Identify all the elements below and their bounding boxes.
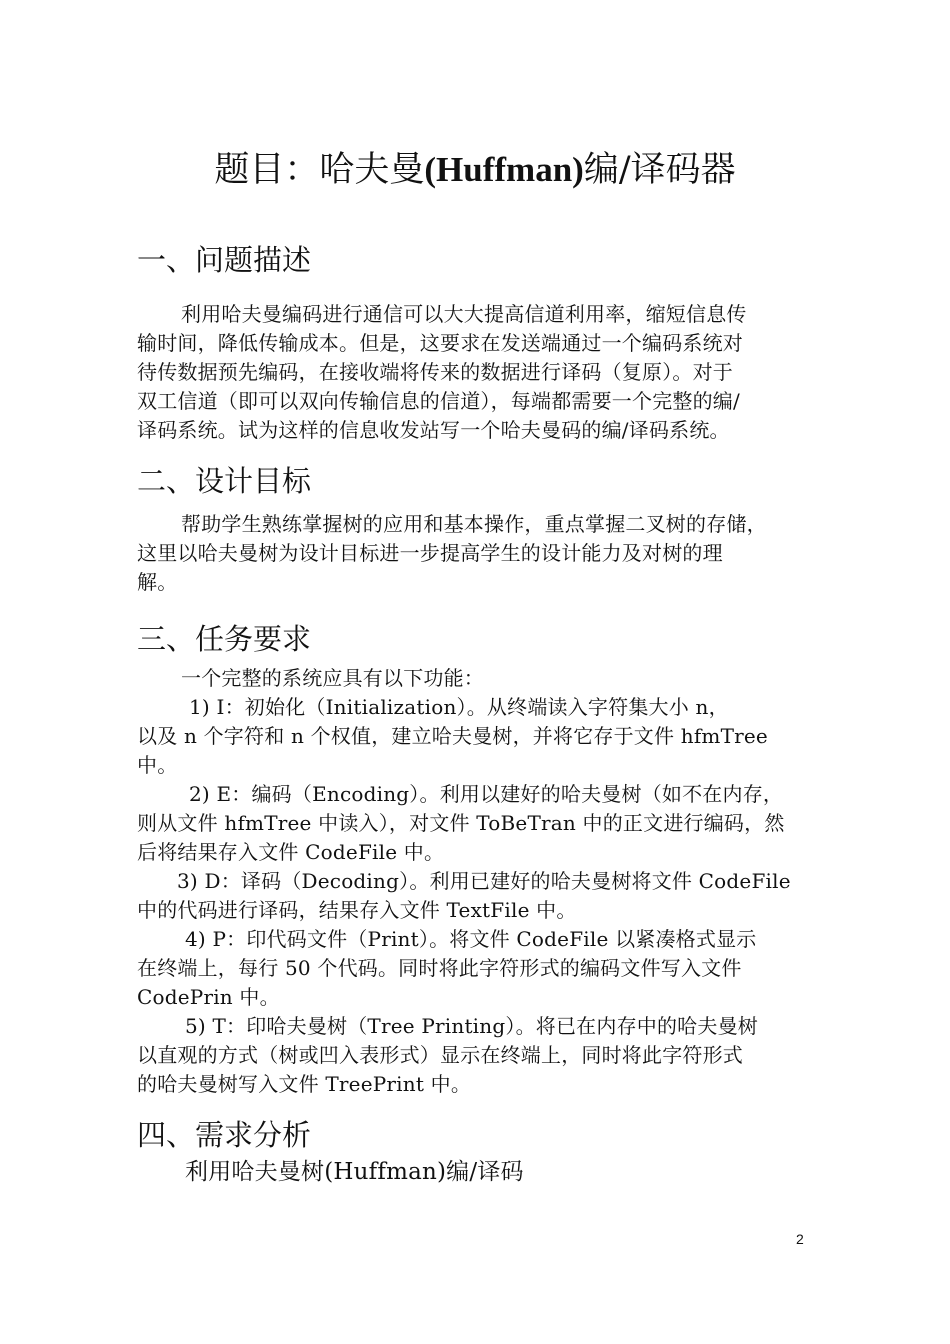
text-line: 3) D：译码（Decoding）。利用已建好的哈夫曼树将文件 CodeFile: [177, 869, 791, 893]
text-line: CodePrin 中。: [137, 985, 280, 1009]
section-body-tasks: [137, 664, 817, 1099]
text-line: 利用哈夫曼树(Huffman)编/译码: [185, 1159, 524, 1185]
text-line: 解。: [137, 570, 178, 594]
text-line: 5) T：印哈夫曼树（Tree Printing）。将已在内存中的哈夫曼树: [185, 1014, 758, 1038]
text-line: 2) E：编码（Encoding）。利用以建好的哈夫曼树（如不在内存，: [189, 782, 784, 806]
text-line: 译码系统。试为这样的信息收发站写一个哈夫曼码的编/译码系统。: [137, 418, 730, 442]
title-prefix: 题目：哈夫曼: [214, 150, 425, 190]
section-heading-tasks: 三、任务要求: [137, 622, 312, 656]
title-english: (Huffman): [424, 150, 584, 189]
text-line: 后将结果存入文件 CodeFile 中。: [137, 840, 445, 864]
text-line: 中的代码进行译码，结果存入文件 TextFile 中。: [137, 898, 577, 922]
text-line: 以直观的方式（树或凹入表形式）显示在终端上，同时将此字符形式: [137, 1043, 743, 1067]
text-line: 的哈夫曼树写入文件 TreePrint 中。: [137, 1072, 472, 1096]
section-heading-goal: 二、设计目标: [137, 464, 312, 498]
text-line: 则从文件 hfmTree 中读入），对文件 ToBeTran 中的正文进行编码，然: [137, 811, 785, 835]
text-line: 这里以哈夫曼树为设计目标进一步提高学生的设计能力及对树的理: [137, 541, 723, 565]
text-line: 1) I：初始化（Initialization）。从终端读入字符集大小 n，: [189, 695, 729, 719]
text-line: 利用哈夫曼编码进行通信可以大大提高信道利用率，缩短信息传: [181, 302, 747, 326]
text-line: 帮助学生熟练掌握树的应用和基本操作，重点掌握二叉树的存储，: [181, 512, 767, 536]
page-number: 2: [796, 1231, 804, 1247]
text-line: 双工信道（即可以双向传输信息的信道），每端都需要一个完整的编/: [137, 389, 740, 413]
text-line: 待传数据预先编码，在接收端将传来的数据进行译码（复原）。对于: [137, 360, 733, 384]
title-suffix: 编/译码器: [583, 150, 736, 190]
text-line: 以及 n 个字符和 n 个权值，建立哈夫曼树，并将它存于文件 hfmTree: [137, 724, 768, 748]
text-line: 4) P：印代码文件（Print）。将文件 CodeFile 以紧凑格式显示: [185, 927, 757, 951]
section-heading-problem: 一、问题描述: [137, 243, 312, 277]
document-title: [0, 148, 950, 192]
section-body-goal: [137, 510, 817, 597]
text-line: 输时间，降低传输成本。但是，这要求在发送端通过一个编码系统对: [137, 331, 743, 355]
text-line: 一个完整的系统应具有以下功能：: [181, 666, 484, 690]
section-body-problem: [137, 300, 817, 445]
text-line: 中。: [137, 753, 178, 777]
section-body-analysis: [137, 1158, 817, 1187]
section-heading-analysis: 四、需求分析: [137, 1118, 312, 1152]
text-line: 在终端上，每行 50 个代码。同时将此字符形式的编码文件写入文件: [137, 956, 742, 980]
